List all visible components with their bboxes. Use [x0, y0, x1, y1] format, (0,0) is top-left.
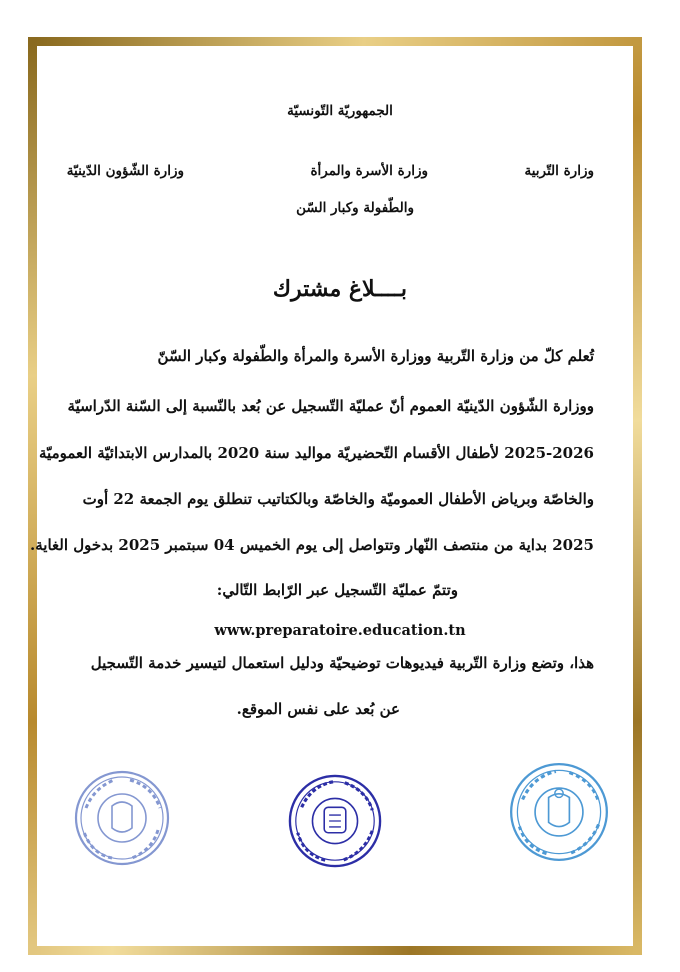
body-line-4: والخاصّة وبرياض الأطفال العموميّة والخاصّة وبالكتاتيب تنطلق يوم الجمعة 22 أوت — [82, 490, 594, 508]
religious-affairs-stamp — [72, 768, 172, 868]
ministry-religious-affairs-label: وزارة الشّؤون الدّينيّة — [66, 163, 184, 179]
body-line-1: تُعلم كلّ من وزارة التّربية ووزارة الأسرة والمرأة والطّفولة وكبار السّنّ — [157, 347, 594, 365]
body-line-3: 2025-2026 لأطفال الأقسام التّحضيريّة مواليد سنة 2020 بالمدارس الابتدائيّة العموميّة — [39, 444, 594, 462]
registration-link[interactable]: www.preparatoire.education.tn — [214, 622, 466, 639]
republic-header: الجمهوريّة التّونسيّة — [287, 103, 393, 119]
ministry-family-label-line2: والطّفولة وكبار السّن — [296, 200, 414, 216]
ministry-family-label-line1: وزارة الأسرة والمرأة — [310, 163, 428, 179]
document-title: بــــلاغ مشترك — [272, 276, 408, 302]
body-line-9: عن بُعد على نفس الموقع. — [236, 700, 400, 718]
body-line-8: هذا، وتضع وزارة التّربية فيديوهات توضيحيّة ودليل استعمال لتيسير خدمة التّسجيل — [90, 654, 594, 672]
body-line-6: وتتمّ عمليّة التّسجيل عبر الرّابط التّالي: — [216, 581, 458, 599]
body-line-2: ووزارة الشّؤون الدّينيّة العموم أنّ عمليّة التّسجيل عن بُعد بالنّسبة إلى السّنة الدّراسيّة — [67, 397, 594, 415]
education-ministry-stamp — [507, 760, 611, 864]
family-ministry-stamp — [286, 772, 384, 870]
body-line-5: 2025 بداية من منتصف النّهار وتتواصل إلى يوم الخميس 04 سبتمبر 2025 بدخول الغاية. — [30, 536, 594, 554]
ministry-education-label: وزارة التّربية — [524, 163, 594, 179]
